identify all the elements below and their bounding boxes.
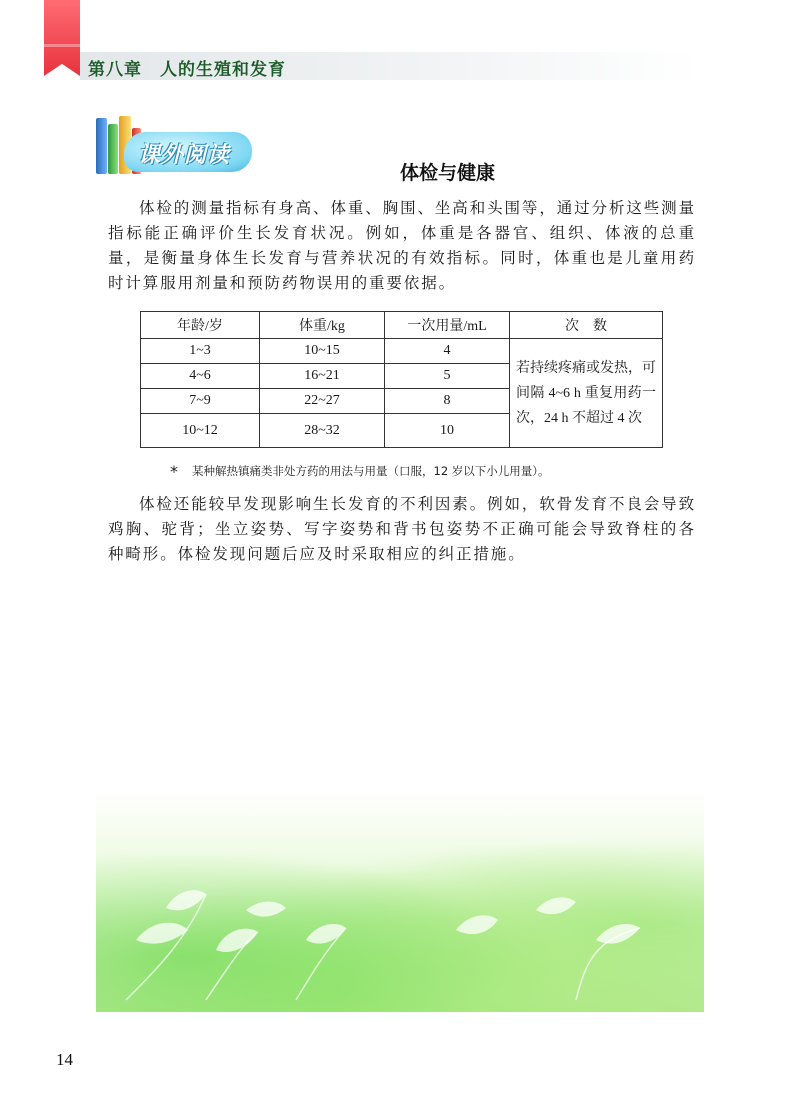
header-frequency: 次 数 — [510, 312, 663, 339]
cell-dose: 10 — [385, 414, 510, 448]
paragraph-2: 体检还能较早发现影响生长发育的不利因素。例如，软骨发育不良会导致鸡胸、驼背；坐立姿势、写字姿势和背书包姿势不正确可能会导致脊柱的各种畸形。体检发现问题后应及时采取相应的纠正措施。 — [108, 495, 696, 563]
footnote-text: 某种解热镇痛类非处方药的用法与用量（口服，12 岁以下小儿用量）。 — [192, 464, 550, 478]
cell-age: 4~6 — [141, 364, 260, 389]
header-weight: 体重/kg — [260, 312, 385, 339]
cell-dose: 4 — [385, 339, 510, 364]
cell-dose: 8 — [385, 389, 510, 414]
extra-reading-badge — [94, 110, 254, 186]
ribbon-stripe — [44, 44, 80, 47]
header-age: 年龄/岁 — [141, 312, 260, 339]
chapter-title: 第八章 人的生殖和发育 — [88, 60, 286, 80]
table-header-row — [141, 312, 663, 339]
cell-weight: 16~21 — [260, 364, 385, 389]
bookmark-ribbon-icon — [44, 0, 80, 76]
cell-weight: 10~15 — [260, 339, 385, 364]
table-row — [141, 339, 663, 364]
cell-weight: 22~27 — [260, 389, 385, 414]
frequency-note: 若持续疼痛或发热，可间隔 4~6 h 重复用药一次，24 h 不超过 4 次 — [510, 339, 663, 448]
badge-label: 课外阅读 — [138, 143, 231, 168]
header-dose: 一次用量/mL — [385, 312, 510, 339]
cell-weight: 28~32 — [260, 414, 385, 448]
page-number: 14 — [56, 1050, 73, 1069]
cell-age: 7~9 — [141, 389, 260, 414]
asterisk-mark: * — [170, 462, 178, 481]
table-footnote — [170, 462, 550, 481]
article-title: 体检与健康 — [400, 162, 496, 184]
cell-age: 1~3 — [141, 339, 260, 364]
leaf-decoration-icon — [96, 790, 704, 1012]
paragraph-1: 体检的测量指标有身高、体重、胸围、坐高和头围等，通过分析这些测量指标能正确评价生长发育状况。例如，体重是各器官、组织、体液的总重量，是衡量身体生长发育与营养状况的有效指标。同时，体重也是儿童用药时计算服用剂量和预防药物误用的重要依据。 — [108, 199, 696, 292]
dosage-table — [140, 311, 663, 448]
cell-age: 10~12 — [141, 414, 260, 448]
cell-dose: 5 — [385, 364, 510, 389]
